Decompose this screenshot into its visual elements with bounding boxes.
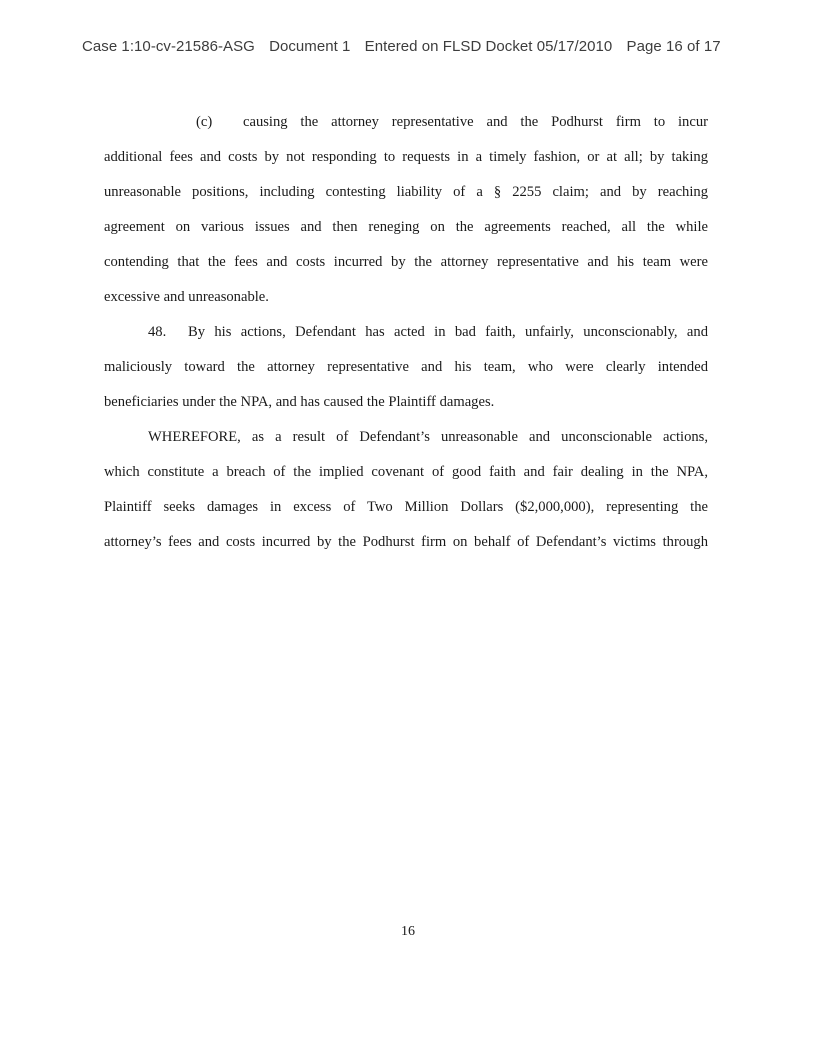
paragraph-48-number: 48. (148, 324, 167, 340)
paragraph-c-line: agreement on various issues and then reneging on the agreements reached, all the while (104, 219, 708, 235)
paragraph-c-marker: (c) (196, 114, 213, 130)
page-count: Page 16 of 17 (626, 38, 721, 55)
wherefore-line: which constitute a breach of the implied covenant of good faith and fair dealing in the NPA, (104, 464, 708, 480)
docket-entry-date: Entered on FLSD Docket 05/17/2010 (364, 38, 613, 55)
paragraph-c-line: unreasonable positions, including contesting liability of a § 2255 claim; and by reaching (104, 184, 708, 200)
paragraph-48-line: beneficiaries under the NPA, and has caused the Plaintiff damages. (104, 394, 495, 410)
case-number: Case 1:10-cv-21586-ASG (82, 38, 255, 55)
page-number: 16 (401, 924, 415, 939)
wherefore-line: Plaintiff seeks damages in excess of Two Million Dollars ($2,000,000), representing the (104, 499, 708, 515)
paragraph-c-line: contending that the fees and costs incurred by the attorney representative and his team were (104, 254, 708, 270)
paragraph-48-line: maliciously toward the attorney representative and his team, who were clearly intended (104, 359, 708, 375)
paragraph-c-line: additional fees and costs by not responding to requests in a timely fashion, or at all; by taking (104, 149, 708, 165)
wherefore-first-line (104, 427, 708, 447)
document-number: Document 1 (269, 38, 351, 55)
paragraph-c-first-line (104, 112, 708, 132)
paragraph-48-first-line (104, 322, 708, 342)
paragraph-48-text: By his actions, Defendant has acted in bad faith, unfairly, unconscionably, and (188, 324, 708, 340)
wherefore-line: attorney’s fees and costs incurred by the Podhurst firm on behalf of Defendant’s victims through (104, 534, 708, 550)
paragraph-c-text: causing the attorney representative and the Podhurst firm to incur (243, 114, 708, 130)
docket-header (82, 38, 742, 55)
paragraph-c-line: excessive and unreasonable. (104, 289, 269, 305)
wherefore-text: WHEREFORE, as a result of Defendant’s unreasonable and unconscionable actions, (148, 429, 708, 445)
